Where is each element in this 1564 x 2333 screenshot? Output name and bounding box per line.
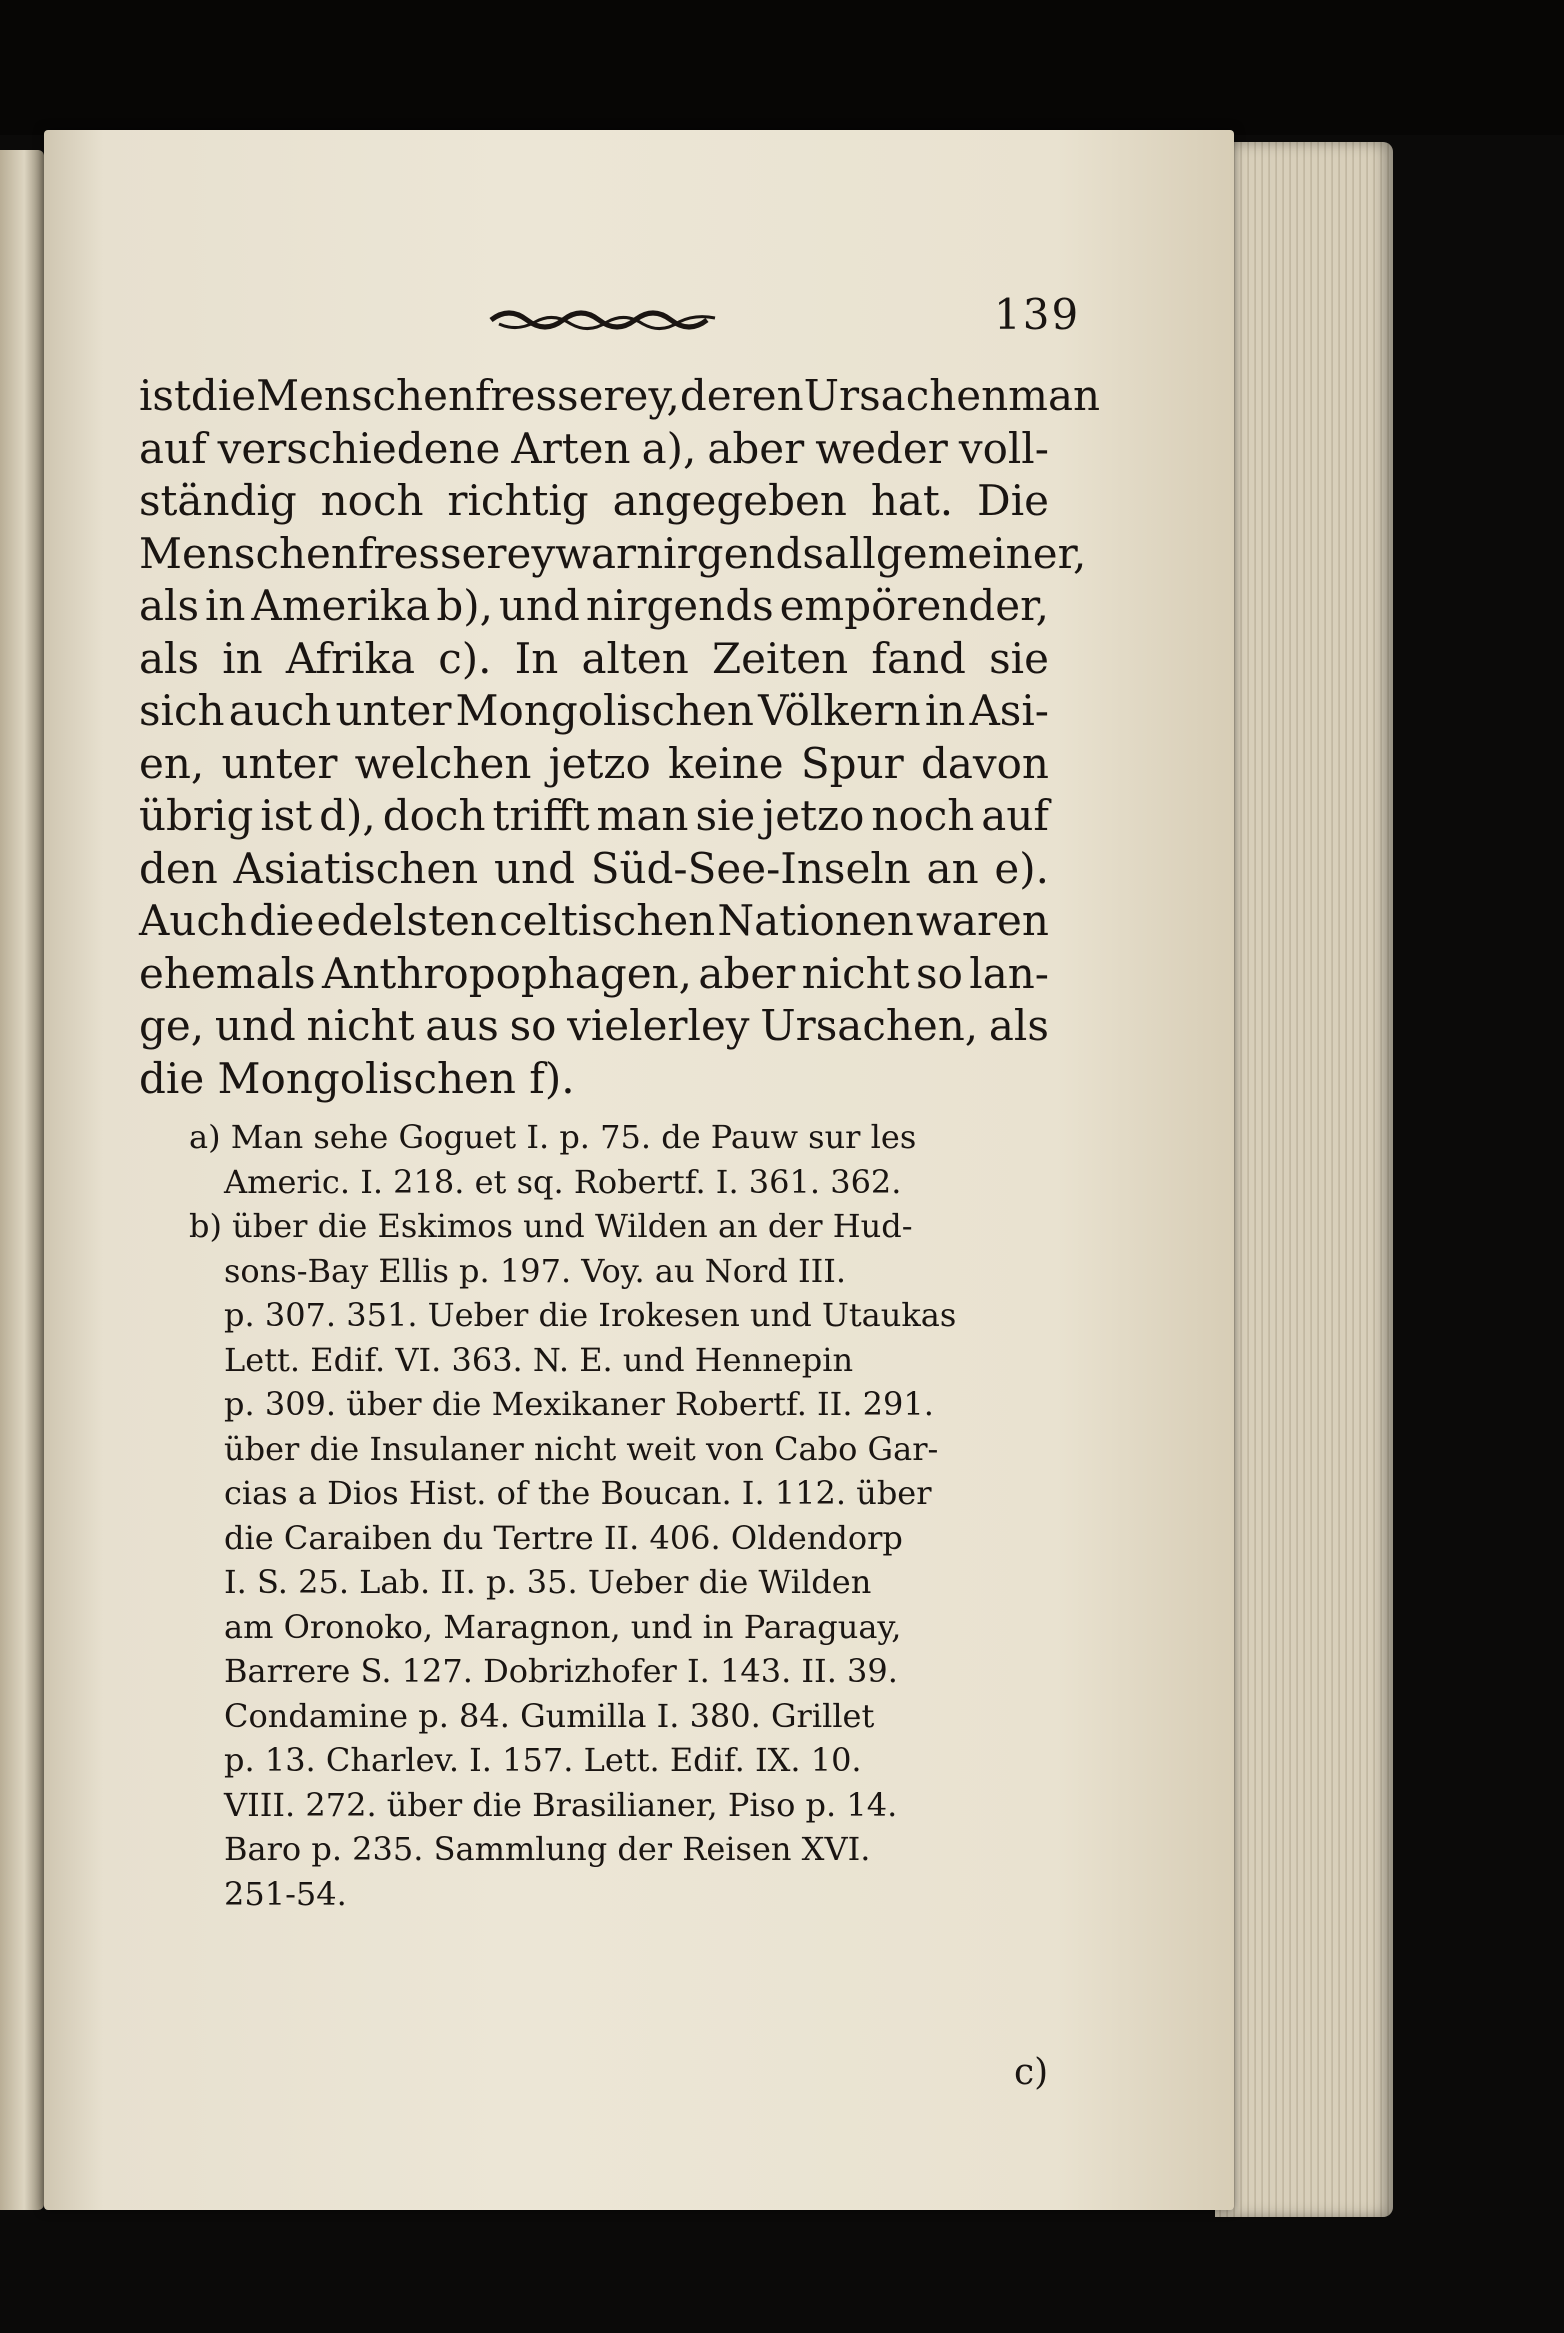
footnote-b-line: Baro p. 235. Sammlung der Reisen XVI. (224, 1830, 871, 1868)
footnote-a-line: Americ. I. 218. et sq. Robertf. I. 361. 362. (224, 1162, 902, 1201)
word: als (139, 633, 200, 683)
word: vielerley (567, 1001, 750, 1050)
word: hat. (870, 476, 954, 525)
word: ist (260, 791, 313, 840)
word: nicht (801, 948, 910, 998)
word: verschiedene (217, 423, 501, 473)
previous-page-edge (0, 150, 44, 2210)
word: alten (581, 633, 689, 683)
word: ist (139, 371, 191, 420)
book-page (44, 130, 1234, 2210)
word: so (509, 1001, 557, 1050)
word: welchen (354, 738, 532, 788)
word: Nationen (717, 896, 914, 945)
word: Asiatischen (233, 843, 479, 893)
word: die (249, 896, 315, 945)
word: war (555, 528, 637, 578)
word: auch (228, 686, 332, 735)
body-line (139, 370, 1101, 423)
word: nicht (306, 1001, 415, 1050)
word: in (924, 686, 966, 735)
footnote-b-line: 251-54. (224, 1874, 347, 1913)
word: celtischen (499, 896, 716, 945)
word: empörender, (779, 581, 1049, 630)
word: allgemeiner, (823, 528, 1087, 578)
word: Auch (139, 896, 247, 945)
word: man (1008, 371, 1101, 420)
word: davon (920, 738, 1049, 788)
word: die (190, 371, 257, 420)
word: Anthropophagen, (322, 948, 692, 998)
footnote-b-line: b) über die Eskimos und Wilden an der Hud- (189, 1207, 913, 1245)
word: als (139, 581, 200, 630)
word: sich (139, 686, 225, 735)
word: und (214, 1001, 296, 1050)
word: voll- (958, 423, 1049, 473)
word: an (926, 843, 979, 893)
word: In (514, 633, 559, 683)
word: fand (871, 633, 966, 683)
word: unter (221, 738, 338, 788)
word: sie (695, 791, 756, 840)
body-line (139, 475, 1049, 528)
word: jetzo (548, 738, 651, 788)
page-number: 139 (994, 290, 1081, 339)
word: e). (994, 843, 1049, 893)
word: auf (139, 423, 207, 473)
word: angegeben (612, 476, 847, 525)
word: sie (989, 633, 1049, 683)
word: ge, (139, 1001, 205, 1050)
word: in (204, 581, 246, 630)
word: in (222, 633, 263, 683)
word: edelsten (316, 896, 497, 945)
word: als (988, 1001, 1049, 1050)
footnote-b-line: Barrere S. 127. Dobrizhofer I. 143. II. 39. (224, 1652, 898, 1690)
word: Zeiten (711, 633, 849, 683)
word: deren (679, 371, 804, 420)
footnote-b-line: sons-Bay Ellis p. 197. Voy. au Nord III. (224, 1251, 847, 1290)
page-text (139, 290, 1101, 2093)
word: Völkern (758, 686, 921, 735)
word: Ursachen, (760, 1001, 979, 1050)
body-line (139, 685, 1049, 738)
decorative-rule-icon (489, 298, 719, 338)
catchword: c) (1014, 2052, 1049, 2093)
footnote-b-line: über die Insulaner nicht weit von Cabo Gar- (224, 1429, 939, 1468)
word: übrig (139, 791, 254, 840)
footnote-b-line: Condamine p. 84. Gumilla I. 380. Grillet (224, 1696, 875, 1735)
word: unter (335, 686, 452, 735)
body-line (139, 738, 1049, 791)
word: Die (977, 476, 1049, 525)
background (0, 0, 1564, 135)
footnote-b-line: die Caraiben du Tertre II. 406. Oldendorp (224, 1518, 903, 1557)
body-line (139, 790, 1049, 843)
word: waren (915, 896, 1049, 945)
body-line (139, 423, 1049, 476)
word: Amerika (251, 581, 431, 630)
word: b), (436, 581, 493, 630)
word: auf (981, 791, 1049, 840)
word: aus (425, 1001, 499, 1050)
word: a), (641, 423, 697, 473)
body-line (139, 895, 1049, 948)
word: lan- (969, 948, 1049, 998)
body-line (139, 1000, 1049, 1053)
footnote-b-line: am Oronoko, Maragnon, und in Paraguay, (224, 1607, 902, 1646)
word: Arten (511, 423, 631, 473)
word: Mongolischen (455, 686, 754, 735)
word: Spur (800, 738, 904, 788)
word: noch (320, 476, 424, 525)
word: en, (139, 738, 205, 788)
body-line (139, 528, 1087, 581)
word: aber (707, 423, 805, 473)
word: den (139, 843, 218, 893)
body-line (139, 580, 1049, 633)
footnote-a-line: a) Man sehe Goguet I. p. 75. de Pauw sur les (189, 1118, 917, 1156)
word: Ursachen (803, 371, 1009, 420)
footnotes (139, 1115, 1049, 1916)
body-line (139, 948, 1049, 1001)
word: jetzo (762, 791, 865, 840)
word: richtig (447, 476, 589, 525)
word: und (498, 581, 580, 630)
footnote-b-line: p. 307. 351. Ueber die Irokesen und Utaukas (224, 1296, 957, 1334)
footnote-b-line: VIII. 272. über die Brasilianer, Piso p. 14. (224, 1785, 898, 1824)
running-header (139, 290, 1081, 370)
footnote-b-line: I. S. 25. Lab. II. p. 35. Ueber die Wilden (224, 1563, 872, 1601)
footnote-b-line: p. 309. über die Mexikaner Robertf. II. 291. (224, 1385, 934, 1423)
page-stack-edge (1215, 142, 1393, 2217)
word: und (493, 843, 575, 893)
word: Menschenfresserey, (256, 371, 680, 420)
footnote-b-line: p. 13. Charlev. I. 157. Lett. Edif. IX. 10. (224, 1741, 862, 1779)
word: keine (668, 738, 784, 788)
word: trifft (492, 791, 590, 840)
word: noch (871, 791, 975, 840)
word: c). (438, 633, 492, 683)
footnote-b-line: Lett. Edif. VI. 363. N. E. und Hennepin (224, 1340, 854, 1379)
word: Menschenfresserey (139, 528, 556, 578)
body-line (139, 633, 1049, 686)
body-line (139, 843, 1049, 896)
word: d), (319, 791, 376, 840)
word: Asi- (969, 686, 1049, 735)
word: ehemals (139, 948, 316, 998)
word: Afrika (285, 633, 416, 683)
main-paragraph (139, 370, 1101, 1105)
body-line: die Mongolischen f). (139, 1053, 575, 1103)
word: man (596, 791, 689, 840)
word: ständig (139, 476, 297, 525)
word: nirgends (585, 581, 774, 630)
word: so (916, 948, 963, 998)
word: weder (815, 423, 948, 473)
word: aber (698, 948, 796, 998)
footnote-b-line: cias a Dios Hist. of the Boucan. I. 112. über (224, 1474, 932, 1512)
word: Süd-See-Inseln (590, 843, 911, 893)
word: nirgends (636, 528, 824, 578)
word: doch (382, 791, 486, 840)
